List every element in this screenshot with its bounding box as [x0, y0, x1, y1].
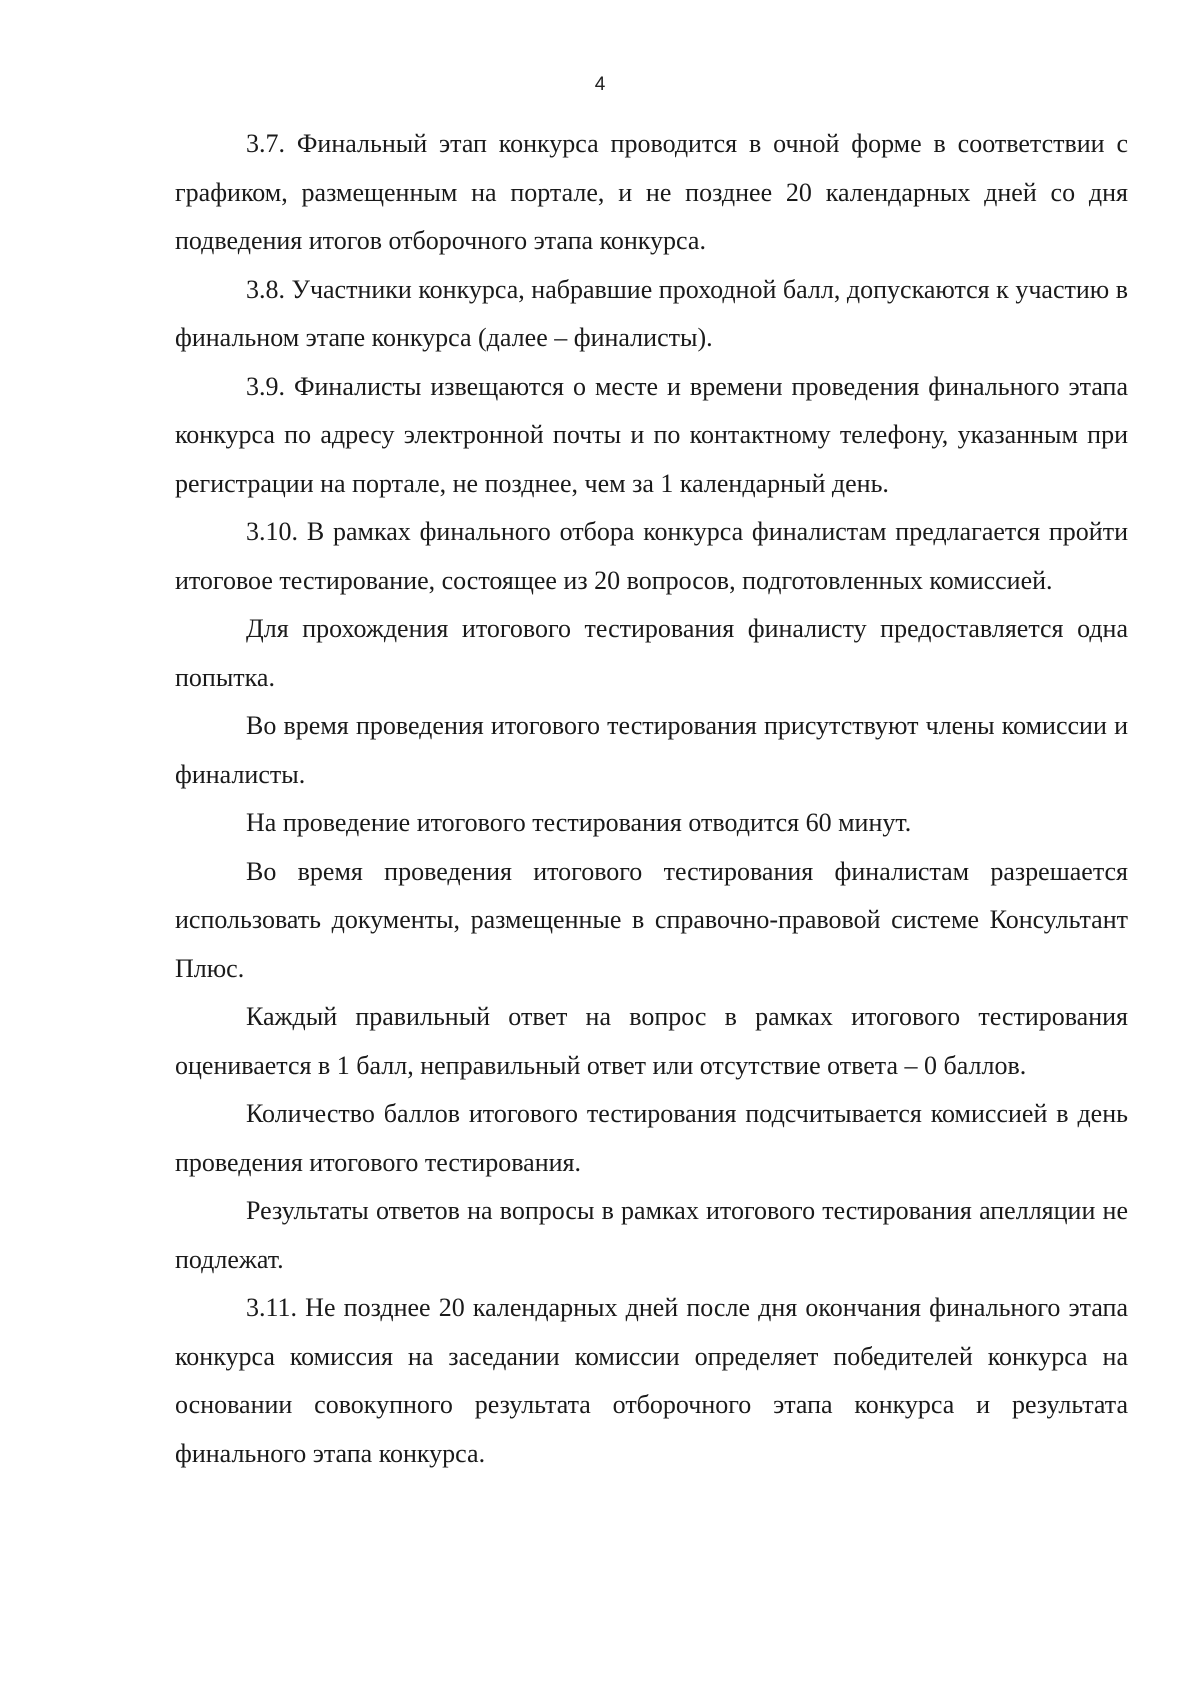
paragraph-scoring: Каждый правильный ответ на вопрос в рамках итогового тестирования оценивается в 1 балл, неправильный ответ или отсутствие ответа – 0 баллов. — [175, 1002, 1128, 1080]
paragraph-allowed-docs: Во время проведения итогового тестирования финалистам разрешается использовать документы, размещенные в справочно-правовой системе Консультант Плюс. — [175, 856, 1128, 983]
paragraph-presence: Во время проведения итогового тестирования присутствуют члены комиссии и финалисты. — [175, 711, 1128, 789]
paragraph-3-9: 3.9. Финалисты извещаются о месте и времени проведения финального этапа конкурса по адресу электронной почты и по контактному телефону, указанным при регистрации на портале, не позднее, чем за 1 календарный день. — [175, 371, 1128, 498]
paragraph-3-10: 3.10. В рамках финального отбора конкурса финалистам предлагается пройти итоговое тестирование, состоящее из 20 вопросов, подготовленных комиссией. — [175, 517, 1128, 595]
paragraph-appeal: Результаты ответов на вопросы в рамках итогового тестирования апелляции не подлежат. — [175, 1196, 1128, 1274]
paragraph-3-11: 3.11. Не позднее 20 календарных дней после дня окончания финального этапа конкурса комиссия на заседании комиссии определяет победителей конкурса на основании совокупного результата отборочного этапа конкурса и результата финального этапа конкурса. — [175, 1293, 1128, 1468]
paragraph-attempt: Для прохождения итогового тестирования финалисту предоставляется одна попытка. — [175, 614, 1128, 692]
page-number: 4 — [594, 74, 606, 95]
paragraph-3-8: 3.8. Участники конкурса, набравшие проходной балл, допускаются к участию в финальном этапе конкурса (далее – финалисты). — [175, 274, 1128, 352]
paragraph-duration: На проведение итогового тестирования отводится 60 минут. — [246, 808, 912, 837]
paragraph-counting: Количество баллов итогового тестирования подсчитывается комиссией в день проведения итогового тестирования. — [175, 1099, 1128, 1177]
paragraph-3-7: 3.7. Финальный этап конкурса проводится в очной форме в соответствии с графиком, размещенным на портале, и не позднее 20 календарных дней со дня подведения итогов отборочного этапа конкурса. — [175, 129, 1128, 255]
document-body — [175, 120, 1128, 1478]
